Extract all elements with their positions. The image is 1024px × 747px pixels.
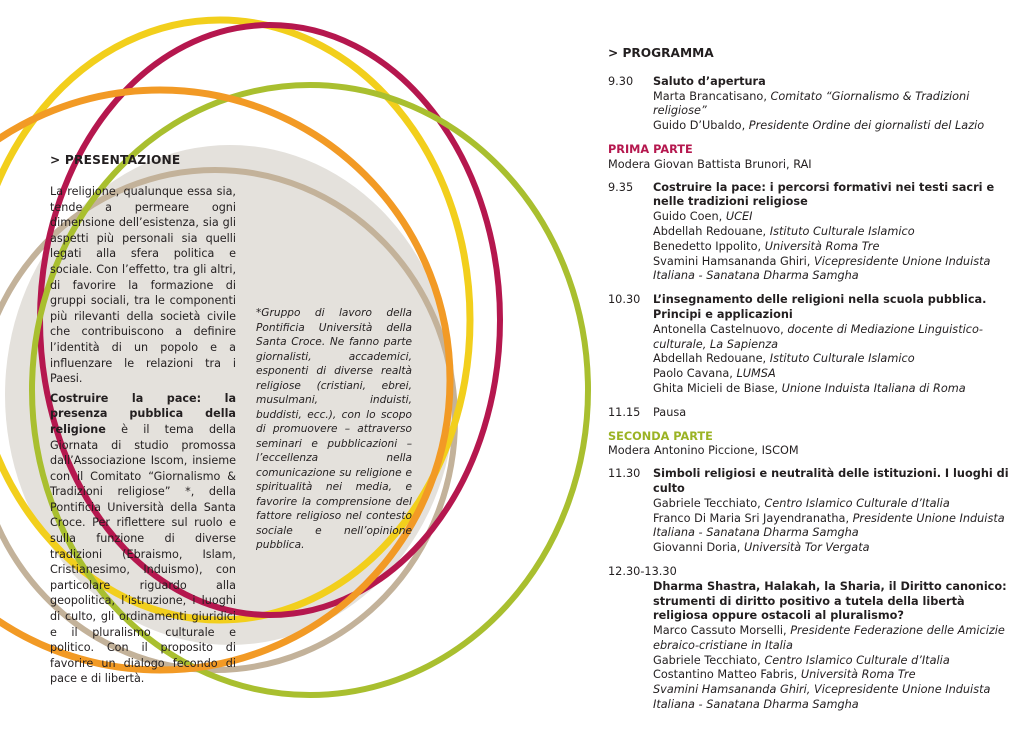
prima-moderator: Modera Giovan Battista Brunori, RAI [608,157,812,171]
speaker: Marco Cassuto Morselli, Presidente Federazione delle Amicizie ebraico-cristiane in Italia [653,624,1005,652]
program-item-last [608,565,1018,713]
speaker: Paolo Cavana, LUMSA [653,367,776,381]
item-title: Dharma Shastra, Halakah, la Sharia, il Diritto canonico: strumenti di diritto positivo a tutela della libertà religiosa oppure ostacoli al pluralismo? [653,579,1007,623]
seconda-moderator: Modera Antonino Piccione, ISCOM [608,444,799,458]
speaker: Abdellah Redouane, Istituto Culturale Islamico [653,352,915,366]
intro-paragraph-2-bold: Costruire la pace: la presenza pubblica della religione [50,391,236,436]
program-item-opening [608,75,1018,134]
program-item-pausa [608,406,1018,421]
speaker: Gabriele Tecchiato, Centro Islamico Culturale d’Italia [653,496,950,510]
speaker: Guido Coen, UCEI [653,210,753,224]
prima-parte-label: PRIMA PARTE [608,142,693,156]
seconda-parte-label: SECONDA PARTE [608,429,713,443]
item-title: Costruire la pace: i percorsi formativi nei testi sacri e nelle tradizioni religiose [653,180,995,209]
speaker: Marta Brancatisano, Comitato “Giornalismo & Tradizioni religiose” [653,89,970,118]
intro-paragraph-2-rest: è il tema della Giornata di studio promossa dall’Associazione Iscom, insieme con il Comitato “Giornalismo & Tradizioni religiose” *, della Pontificia Università della Santa Croce. Per riflettere sul ruolo e sulla funzione di diverse tradizioni (Ebraismo, Islam, Cristianesimo, Induismo), con particolare riguardo alla geopolitica, l’istruzione, i luoghi di culto, gli ordinamenti giuridici e il pluralismo culturale e politico. Con il proposito di favorire un dialogo fecondo di pace e di libertà. [50,422,236,686]
program-item [608,467,1018,556]
speaker: Costantino Matteo Fabris, Università Roma Tre [653,668,916,682]
speaker: Giovanni Doria, Università Tor Vergata [653,541,870,555]
presentazione-text [50,184,236,687]
intro-paragraph-2 [50,391,236,687]
speaker: Franco Di Maria Sri Jayendranatha, Presidente Unione Induista Italiana - Sanatana Dharma Samgha [653,511,1005,540]
program-item [608,181,1018,285]
item-time: 11.15 [608,405,641,419]
speaker: Ghita Micieli de Biase, Unione Induista Italiana di Roma [653,381,966,395]
item-time: 9.35 [608,180,634,194]
speaker: Abdellah Redouane, Istituto Culturale Islamico [653,224,915,238]
item-time: 11.30 [608,467,641,481]
item-time: 12.30-13.30 [608,564,677,578]
intro-paragraph-1: La religione, qualunque essa sia, tende a permeare ogni dimensione dell’esistenza, sia gli aspetti più personali sia quelli legati alla sfera politica e sociale. Con l’effetto, tra gli altri, di favorire la formazione di gruppi sociali, tra le componenti più rilevanti della società civile che contribuiscono a definire l’identità di un popolo e a influenzare le relazioni tra i Paesi. [50,185,236,386]
footnote: *Gruppo di lavoro della Pontificia Università della Santa Croce. Ne fanno parte giornalisti, accademici, esponenti di diverse realtà religiose (cristiani, ebrei, musulmani, induisti, buddisti, ecc.), con lo scopo di promuovere – attraverso seminari e pubblicazioni – l’eccellenza nella comunicazione su religione e spiritualità nei media, e favorire la comprensione del fattore religioso nel contesto sociale e nell’opinione pubblica. [256,307,412,551]
presentazione-heading: > PRESENTAZIONE [50,153,181,167]
speaker: Svamini Hamsananda Ghiri, Vicepresidente Unione Induista Italiana - Sanatana Dharma Samgha [653,683,991,712]
speaker: Guido D’Ubaldo, Presidente Ordine dei giornalisti del Lazio [653,119,985,133]
item-title: Simboli religiosi e neutralità delle istituzioni. I luoghi di culto [653,467,1009,495]
item-title: Pausa [653,405,687,419]
programma-heading: > PROGRAMMA [608,46,714,60]
item-time: 9.30 [608,74,634,88]
speaker: Gabriele Tecchiato, Centro Islamico Culturale d’Italia [653,653,950,667]
program-item [608,293,1018,397]
item-time: 10.30 [608,293,641,307]
speaker: Benedetto Ippolito, Università Roma Tre [653,239,880,253]
speaker: Antonella Castelnuovo, docente di Mediazione Linguistico-culturale, La Sapienza [653,322,983,351]
item-title: Saluto d’apertura [653,74,766,88]
programma [608,46,1018,713]
speaker: Svamini Hamsananda Ghiri, Vicepresidente Unione Induista Italiana - Sanatana Dharma Samgha [653,254,991,283]
item-title: L’insegnamento delle religioni nella scuola pubblica. Principi e applicazioni [653,293,987,321]
